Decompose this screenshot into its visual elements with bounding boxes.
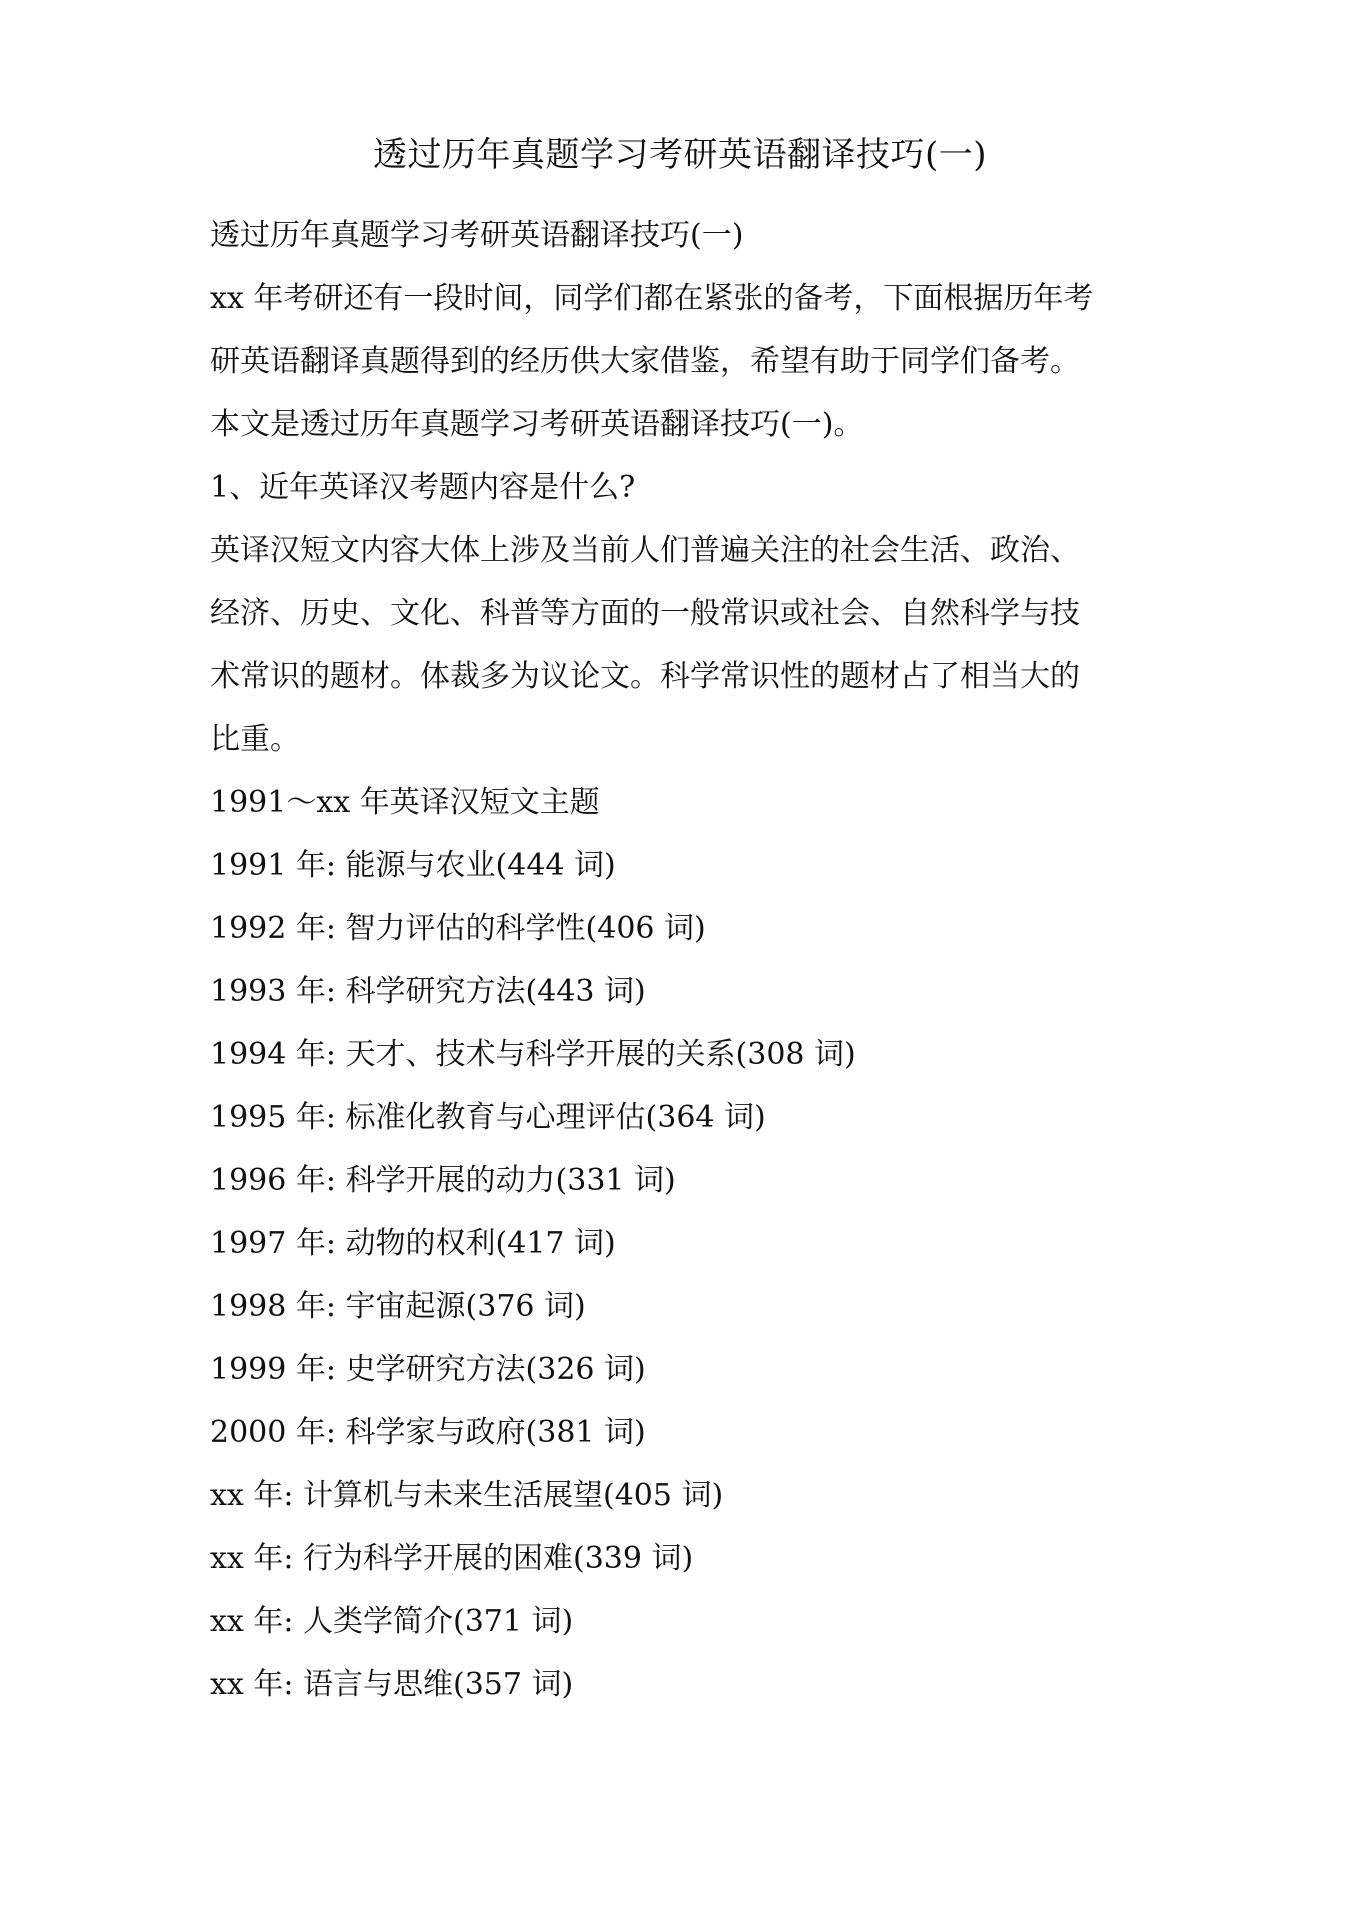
paragraph-line: 研英语翻译真题得到的经历供大家借鉴，希望有助于同学们备考。 — [210, 344, 1080, 379]
list-item: 1995 年: 标准化教育与心理评估(364 词) — [210, 1100, 766, 1135]
list-heading: 1991～xx 年英译汉短文主题 — [210, 785, 600, 820]
list-item: xx 年: 行为科学开展的困难(339 词) — [210, 1541, 694, 1576]
paragraph-line: 比重。 — [210, 722, 300, 757]
document-body — [210, 204, 1170, 1716]
paragraph-line: 本文是透过历年真题学习考研英语翻译技巧(一)。 — [210, 407, 864, 442]
list-item: 1996 年: 科学开展的动力(331 词) — [210, 1163, 676, 1198]
section-heading: 1、近年英译汉考题内容是什么? — [210, 470, 636, 505]
list-item: xx 年: 计算机与未来生活展望(405 词) — [210, 1478, 724, 1513]
list-item: 1993 年: 科学研究方法(443 词) — [210, 974, 646, 1009]
list-item: 2000 年: 科学家与政府(381 词) — [210, 1415, 646, 1450]
paragraph-line: 术常识的题材。体裁多为议论文。科学常识性的题材占了相当大的 — [210, 659, 1080, 694]
list-item: xx 年: 人类学简介(371 词) — [210, 1604, 574, 1639]
list-item: 1998 年: 宇宙起源(376 词) — [210, 1289, 586, 1324]
paragraph-line: xx 年考研还有一段时间，同学们都在紧张的备考，下面根据历年考 — [210, 281, 1094, 316]
list-item: 1994 年: 天才、技术与科学开展的关系(308 词) — [210, 1037, 856, 1072]
list-item: 1999 年: 史学研究方法(326 词) — [210, 1352, 646, 1387]
document-title: 透过历年真题学习考研英语翻译技巧(一) — [372, 135, 988, 175]
paragraph-line: 英译汉短文内容大体上涉及当前人们普遍关注的社会生活、政治、 — [210, 533, 1080, 568]
list-item: 1992 年: 智力评估的科学性(406 词) — [210, 911, 706, 946]
subtitle-line: 透过历年真题学习考研英语翻译技巧(一) — [210, 218, 744, 253]
list-item: xx 年: 语言与思维(357 词) — [210, 1667, 574, 1702]
list-item: 1997 年: 动物的权利(417 词) — [210, 1226, 616, 1261]
paragraph-line: 经济、历史、文化、科普等方面的一般常识或社会、自然科学与技 — [210, 596, 1080, 631]
list-item: 1991 年: 能源与农业(444 词) — [210, 848, 616, 883]
